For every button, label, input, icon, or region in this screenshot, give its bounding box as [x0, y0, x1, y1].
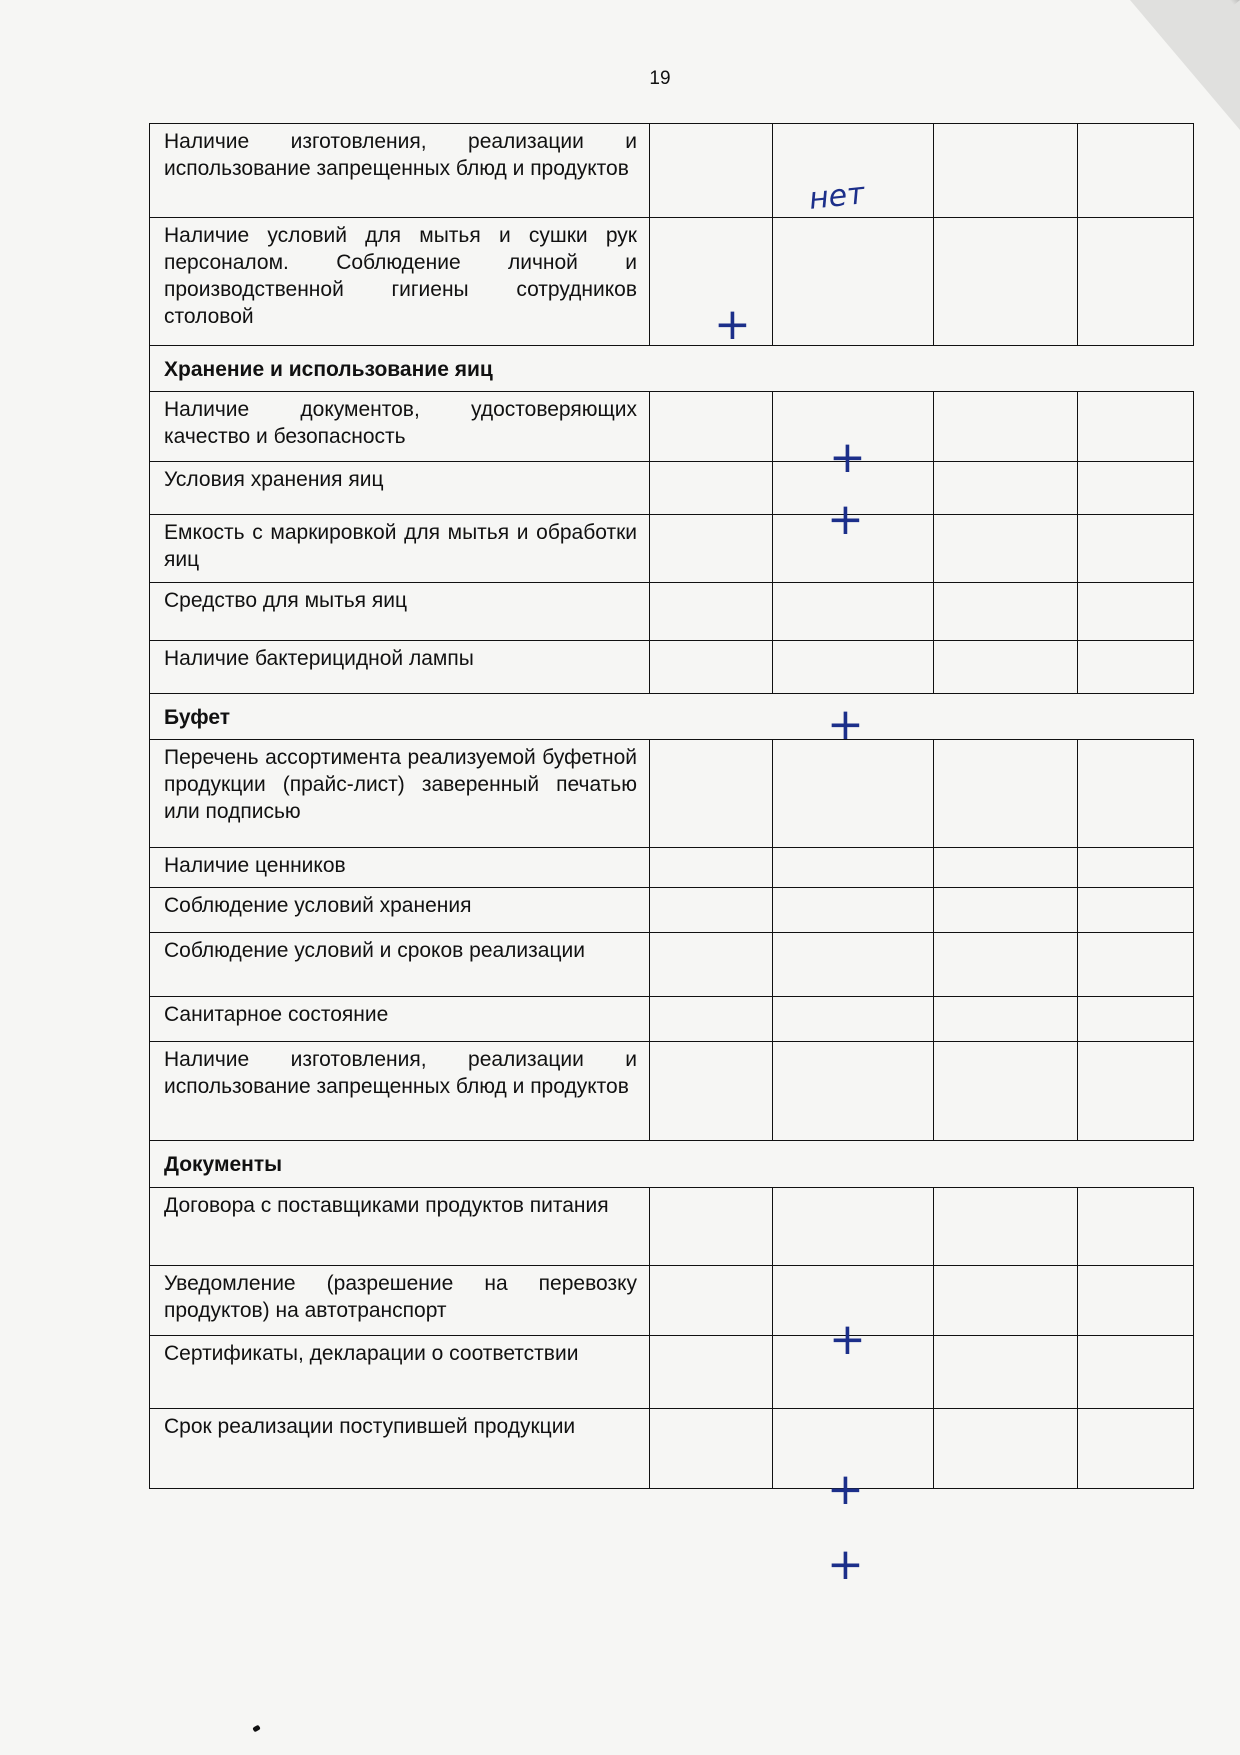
- checklist-item-label: Срок реализации поступившей продукции: [150, 1409, 650, 1489]
- checklist-cell-3: [934, 740, 1078, 848]
- checklist-cell-2: [773, 1266, 934, 1336]
- checklist-cell-1: [650, 848, 773, 888]
- checklist-row: [150, 641, 1194, 694]
- checklist-cell-4: [1078, 1336, 1194, 1409]
- checklist-cell-1: [650, 218, 773, 350]
- checklist-cell-4: [1078, 1409, 1194, 1489]
- checklist-cell-2: [773, 515, 934, 583]
- checklist-cell-3: [934, 462, 1078, 515]
- section-title: Буфет: [150, 694, 1194, 740]
- handwritten-plus-mark: +: [829, 432, 866, 483]
- checklist-cell-3: [934, 1409, 1078, 1489]
- checklist-row: [150, 124, 1194, 218]
- checklist-cell-3: [934, 888, 1078, 933]
- handwritten-plus-mark: +: [827, 1539, 864, 1590]
- checklist-cell-1: [650, 740, 773, 848]
- handwritten-word-mark: нет: [807, 176, 867, 217]
- checklist-cell-4: [1078, 515, 1194, 583]
- page-number: 19: [649, 68, 671, 89]
- checklist-cell-4: [1078, 888, 1194, 933]
- checklist-row: [150, 515, 1194, 583]
- checklist-row: [150, 933, 1194, 997]
- checklist-cell-1: [650, 124, 773, 218]
- handwritten-plus-mark: +: [714, 299, 751, 350]
- handwritten-plus-mark: +: [827, 699, 864, 750]
- checklist-cell-2: [773, 462, 934, 515]
- checklist-row: [150, 1042, 1194, 1141]
- checklist-cell-3: [934, 641, 1078, 694]
- checklist-cell-4: [1078, 933, 1194, 997]
- handwritten-plus-mark: +: [827, 1464, 864, 1515]
- checklist-cell-4: [1078, 1042, 1194, 1141]
- checklist-cell-4: [1078, 740, 1194, 848]
- checklist-cell-3: [934, 933, 1078, 997]
- checklist-item-label: Наличие ценников: [150, 848, 650, 888]
- checklist-item-label: Наличие бактерицидной лампы: [150, 641, 650, 694]
- checklist-item-label: Наличие условий для мытья и сушки рук персоналом. Соблюдение личной и производственной гигиены сотрудников столовой: [150, 218, 650, 346]
- checklist-cell-2: [773, 1188, 934, 1266]
- handwritten-plus-mark: +: [827, 494, 864, 545]
- checklist-cell-4: [1078, 462, 1194, 515]
- checklist-item-label: Условия хранения яиц: [150, 462, 650, 515]
- checklist-cell-4: [1078, 641, 1194, 694]
- checklist-cell-3: [934, 1336, 1078, 1409]
- checklist-cell-2: [773, 1409, 934, 1489]
- checklist-cell-4: [1078, 848, 1194, 888]
- section-title: Документы: [150, 1141, 1194, 1188]
- checklist-row: [150, 583, 1194, 641]
- checklist-cell-2: [773, 888, 934, 933]
- checklist-cell-2: [773, 641, 934, 694]
- checklist-cell-1: [650, 933, 773, 997]
- checklist-row: [150, 740, 1194, 848]
- checklist-item-label: Наличие документов, удостоверяющих качество и безопасность: [150, 392, 650, 462]
- checklist-cell-3: [934, 583, 1078, 641]
- checklist-cell-2: [773, 1042, 934, 1141]
- checklist-cell-3: [934, 997, 1078, 1042]
- checklist-item-label: Перечень ассортимента реализуемой буфетной продукции (прайс-лист) заверенный печатью или подписью: [150, 740, 650, 848]
- checklist-row: [150, 1266, 1194, 1336]
- checklist-cell-1: [650, 462, 773, 515]
- checklist-item-label: Уведомление (разрешение на перевозку продуктов) на автотранспорт: [150, 1266, 650, 1336]
- checklist-row: [150, 848, 1194, 888]
- checklist-cell-4: [1078, 1188, 1194, 1266]
- checklist-cell-4: [1078, 997, 1194, 1042]
- checklist-cell-1: [650, 641, 773, 694]
- checklist-cell-2: [773, 392, 934, 462]
- section-header-row: [150, 1141, 1194, 1188]
- checklist-cell-2: [773, 1336, 934, 1409]
- checklist-item-label: Сертификаты, декларации о соответствии: [150, 1336, 650, 1409]
- checklist-item-label: Емкость с маркировкой для мытья и обработки яиц: [150, 515, 650, 583]
- checklist-cell-2: [773, 848, 934, 888]
- checklist-cell-4: [1078, 392, 1194, 462]
- checklist-item-label: Договора с поставщиками продуктов питания: [150, 1188, 650, 1266]
- checklist-cell-1: [650, 1188, 773, 1266]
- folded-page-corner: [1130, 0, 1240, 130]
- checklist-item-label: Наличие изготовления, реализации и использование запрещенных блюд и продуктов: [150, 1042, 650, 1141]
- checklist-row: [150, 392, 1194, 462]
- checklist-cell-3: [934, 392, 1078, 462]
- checklist-cell-4: [1078, 1266, 1194, 1336]
- checklist-cell-3: [934, 1188, 1078, 1266]
- checklist-cell-3: [934, 1042, 1078, 1141]
- checklist-item-label: Средство для мытья яиц: [150, 583, 650, 641]
- checklist-cell-2: [773, 218, 934, 346]
- checklist-cell-3: [934, 848, 1078, 888]
- checklist-cell-4: [1078, 218, 1194, 346]
- checklist-item-label: Соблюдение условий хранения: [150, 888, 650, 933]
- checklist-cell-1: [650, 392, 773, 462]
- checklist-cell-4: [1078, 583, 1194, 641]
- checklist-cell-1: [650, 1409, 773, 1489]
- checklist-item-label: Соблюдение условий и сроков реализации: [150, 933, 650, 997]
- checklist-cell-2: [773, 583, 934, 641]
- section-title: Хранение и использование яиц: [150, 346, 1194, 392]
- checklist-cell-1: [650, 997, 773, 1042]
- checklist-cell-3: [934, 515, 1078, 583]
- stray-ink-dot: [252, 1725, 261, 1733]
- checklist-table: [149, 123, 1194, 1489]
- checklist-cell-2: [773, 124, 934, 218]
- section-header-row: [150, 346, 1194, 392]
- checklist-row: [150, 462, 1194, 515]
- checklist-row: [150, 218, 1194, 346]
- section-header-row: [150, 694, 1194, 740]
- checklist-cell-2: [773, 740, 934, 848]
- checklist-cell-3: [934, 124, 1078, 218]
- handwritten-plus-mark: +: [829, 1314, 866, 1365]
- checklist-cell-1: [650, 1042, 773, 1141]
- checklist-cell-1: [650, 1336, 773, 1409]
- checklist-row: [150, 1336, 1194, 1409]
- checklist-cell-4: [1078, 124, 1194, 218]
- checklist-cell-2: [773, 933, 934, 997]
- checklist-row: [150, 888, 1194, 933]
- checklist-item-label: Наличие изготовления, реализации и использование запрещенных блюд и продуктов: [150, 124, 650, 218]
- checklist-row: [150, 1188, 1194, 1266]
- checklist-item-label: Санитарное состояние: [150, 997, 650, 1042]
- checklist-row: [150, 997, 1194, 1042]
- checklist-cell-1: [650, 1266, 773, 1336]
- checklist-row: [150, 1409, 1194, 1489]
- checklist-cell-1: [650, 583, 773, 641]
- checklist-cell-3: [934, 218, 1078, 346]
- checklist-cell-3: [934, 1266, 1078, 1336]
- checklist-cell-2: [773, 997, 934, 1042]
- checklist-cell-1: [650, 888, 773, 933]
- checklist-cell-1: [650, 515, 773, 583]
